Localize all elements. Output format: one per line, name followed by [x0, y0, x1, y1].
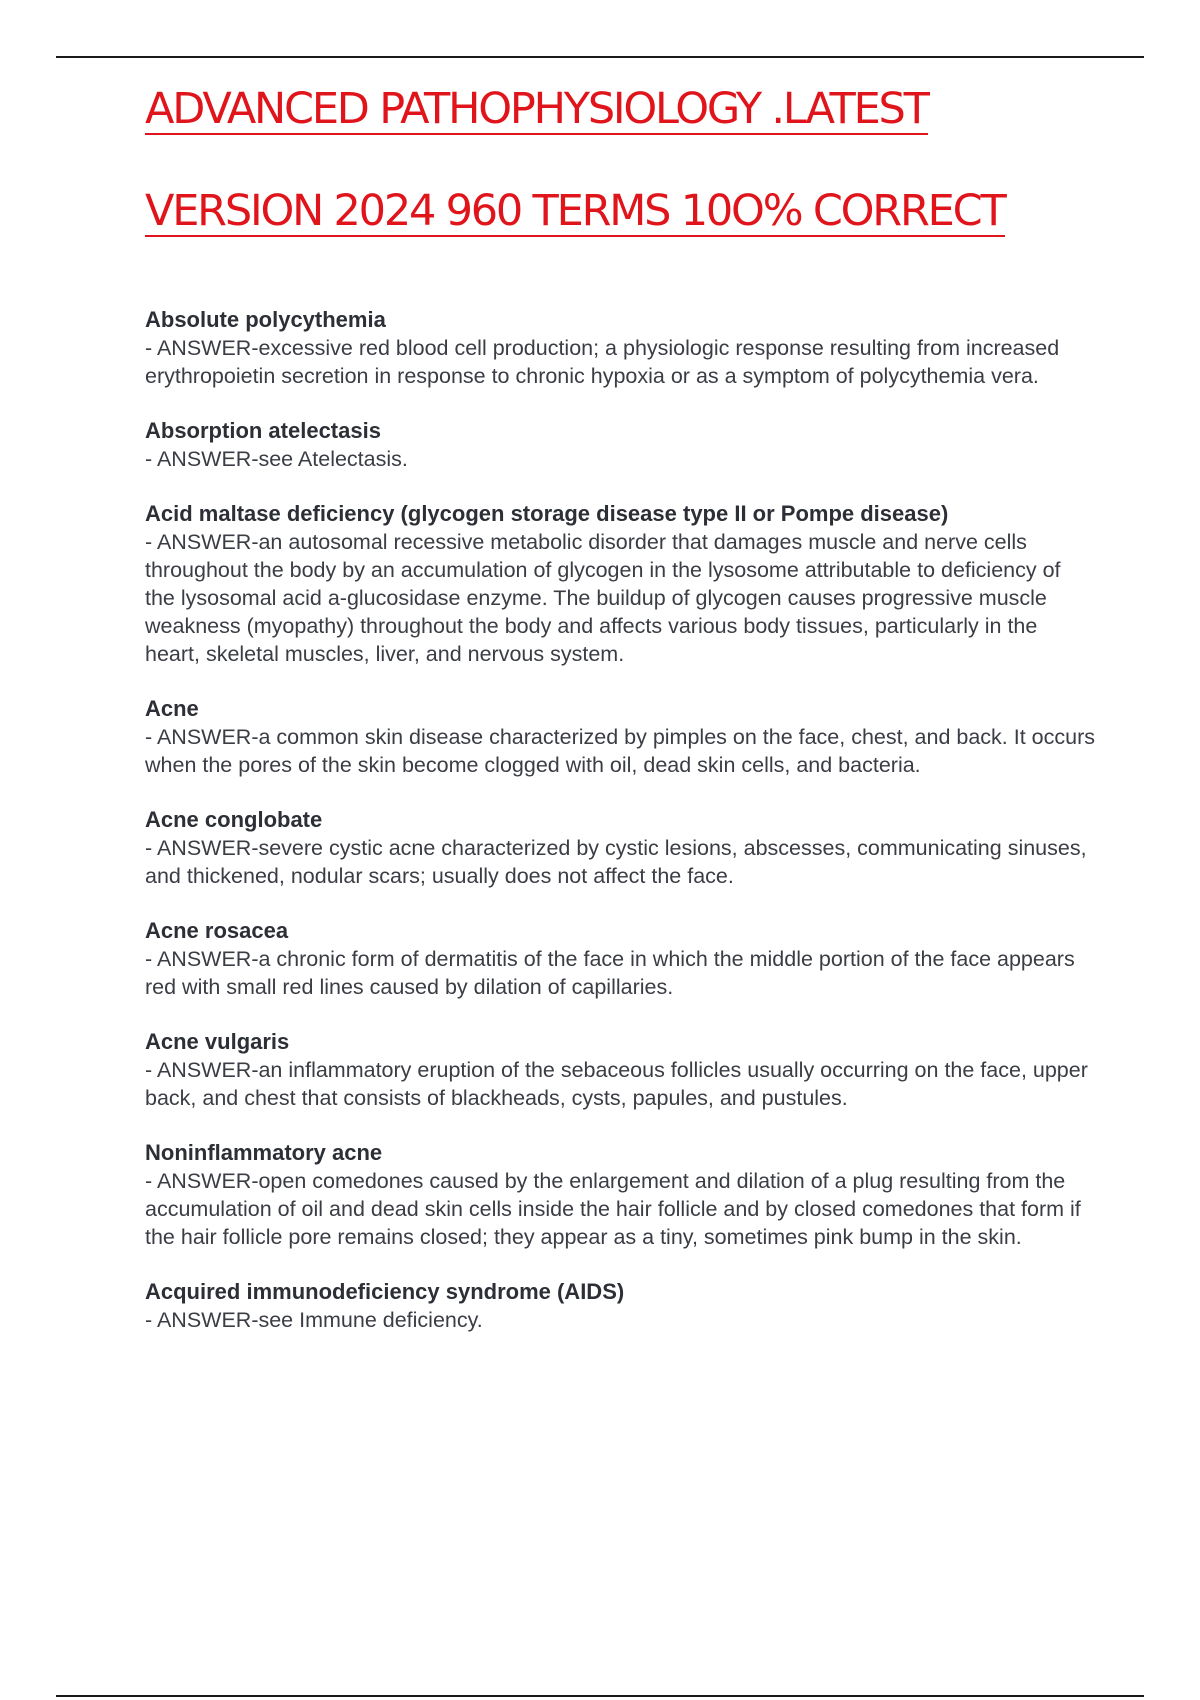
entry-term: Acid maltase deficiency (glycogen storage disease type II or Pompe disease): [145, 501, 949, 526]
entry-term: Absorption atelectasis: [145, 418, 381, 443]
entry-term: Acne conglobate: [145, 807, 323, 832]
entry-answer: - ANSWER-see Immune deficiency.: [145, 1308, 483, 1332]
entry-term: Absolute polycythemia: [145, 307, 386, 332]
top-rule: [56, 56, 1144, 58]
glossary-entry: [145, 1278, 1095, 1334]
entry-term: Noninflammatory acne: [145, 1140, 383, 1165]
glossary-entry: [145, 306, 1095, 390]
glossary-entry: [145, 500, 1095, 668]
entry-term: Acquired immunodeficiency syndrome (AIDS): [145, 1279, 625, 1304]
entry-answer: - ANSWER-excessive red blood cell production; a physiologic response resulting from increased erythropoietin secretion in response to chronic hypoxia or as a symptom of polycythemia vera.: [145, 336, 1060, 388]
glossary-entry: [145, 1028, 1095, 1112]
entry-answer: - ANSWER-an autosomal recessive metabolic disorder that damages muscle and nerve cells throughout the body by an accumulation of glycogen in the lysosome attributable to deficiency of the lysosomal acid a-glucosidase enzyme. The buildup of glycogen causes progressive muscle weakness (myopathy) throughout the body and affects various body tissues, particularly in the heart, skeletal muscles, liver, and nervous system.: [145, 530, 1061, 666]
entry-answer: - ANSWER-open comedones caused by the enlargement and dilation of a plug resulting from the accumulation of oil and dead skin cells inside the hair follicle and by closed comedones that form if the hair follicle pore remains closed; they appear as a tiny, sometimes pink bump in the skin.: [145, 1169, 1081, 1249]
document-title-line-2-text: VERSION 2024 960 TERMS 10O% CORRECT: [145, 186, 1005, 236]
entry-answer: - ANSWER-see Atelectasis.: [145, 447, 408, 471]
glossary-entry: [145, 917, 1095, 1001]
entry-answer: - ANSWER-a common skin disease characterized by pimples on the face, chest, and back. It occurs when the pores of the skin become clogged with oil, dead skin cells, and bacteria.: [145, 725, 1095, 777]
entry-term: Acne vulgaris: [145, 1029, 290, 1054]
glossary-entry: [145, 806, 1095, 890]
glossary-entry: [145, 417, 1095, 473]
document-title-line-1-text: ADVANCED PATHOPHYSIOLOGY .LATEST: [145, 84, 928, 134]
entry-answer: - ANSWER-a chronic form of dermatitis of the face in which the middle portion of the face appears red with small red lines caused by dilation of capillaries.: [145, 947, 1075, 999]
glossary-entry: [145, 1139, 1095, 1251]
entry-term: Acne rosacea: [145, 918, 289, 943]
bottom-rule: [56, 1695, 1144, 1697]
document-title-line-1: [145, 84, 1145, 135]
document-title-line-2: [145, 186, 1145, 237]
glossary-entry: [145, 695, 1095, 779]
entry-answer: - ANSWER-severe cystic acne characterized by cystic lesions, abscesses, communicating sinuses, and thickened, nodular scars; usually does not affect the face.: [145, 836, 1087, 888]
entry-term: Acne: [145, 696, 199, 721]
glossary-entries: [145, 306, 1095, 1361]
entry-answer: - ANSWER-an inflammatory eruption of the sebaceous follicles usually occurring on the face, upper back, and chest that consists of blackheads, cysts, papules, and pustules.: [145, 1058, 1088, 1110]
